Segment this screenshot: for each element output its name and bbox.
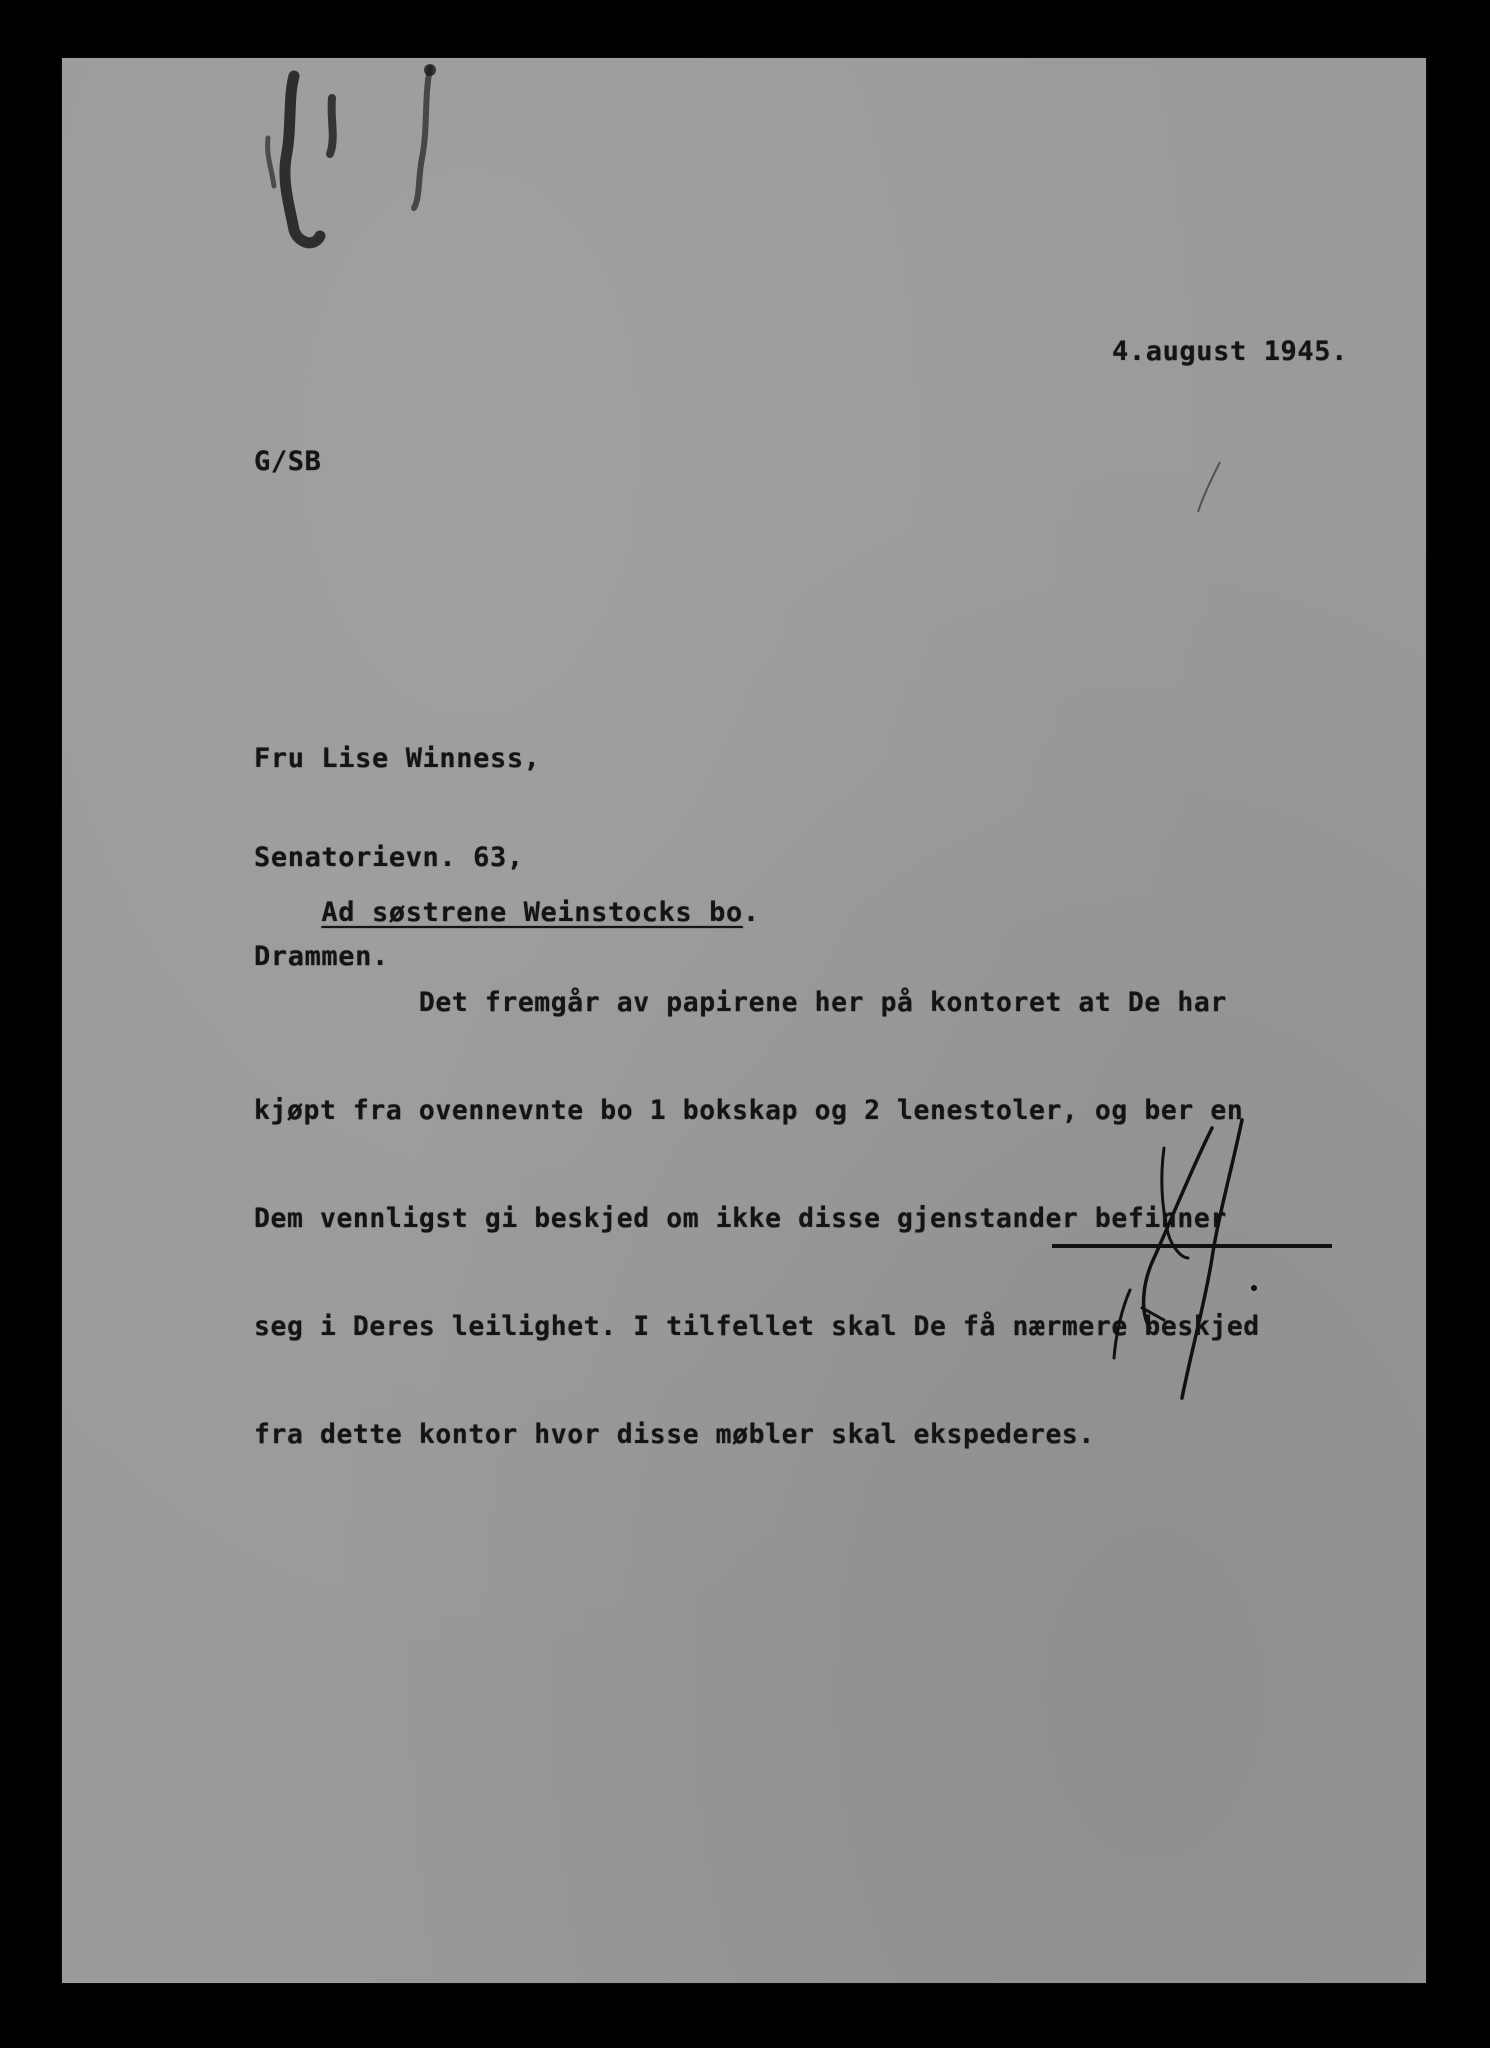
body-line: seg i Deres leilighet. I tilfellet skal De få nærmere beskjed xyxy=(254,1311,1260,1342)
reference-code: G/SB xyxy=(254,446,322,477)
body-line: Det fremgår av papirene her på kontoret at De har xyxy=(254,987,1227,1018)
body-line: fra dette kontor hvor disse møbler skal ekspederes. xyxy=(254,1419,1095,1450)
letter-date: 4.august 1945. xyxy=(1112,336,1348,367)
letter-sheet xyxy=(62,58,1426,1983)
handwritten-signature xyxy=(1042,1108,1342,1448)
recipient-street: Senatorievn. 63, xyxy=(254,842,524,873)
body-line: Dem vennligst gi beskjed om ikke disse gjenstander befinner xyxy=(254,1203,1227,1234)
punch-hole-marks xyxy=(202,58,462,278)
subject-period: . xyxy=(742,897,760,928)
recipient-city: Drammen. xyxy=(254,941,389,972)
body-line: kjøpt fra ovennevnte bo 1 bokskap og 2 lenestoler, og ber en xyxy=(254,1095,1244,1126)
stray-mark xyxy=(1190,458,1230,518)
subject-text: Ad søstrene Weinstocks bo xyxy=(321,897,743,928)
recipient-name: Fru Lise Winness, xyxy=(254,743,541,774)
